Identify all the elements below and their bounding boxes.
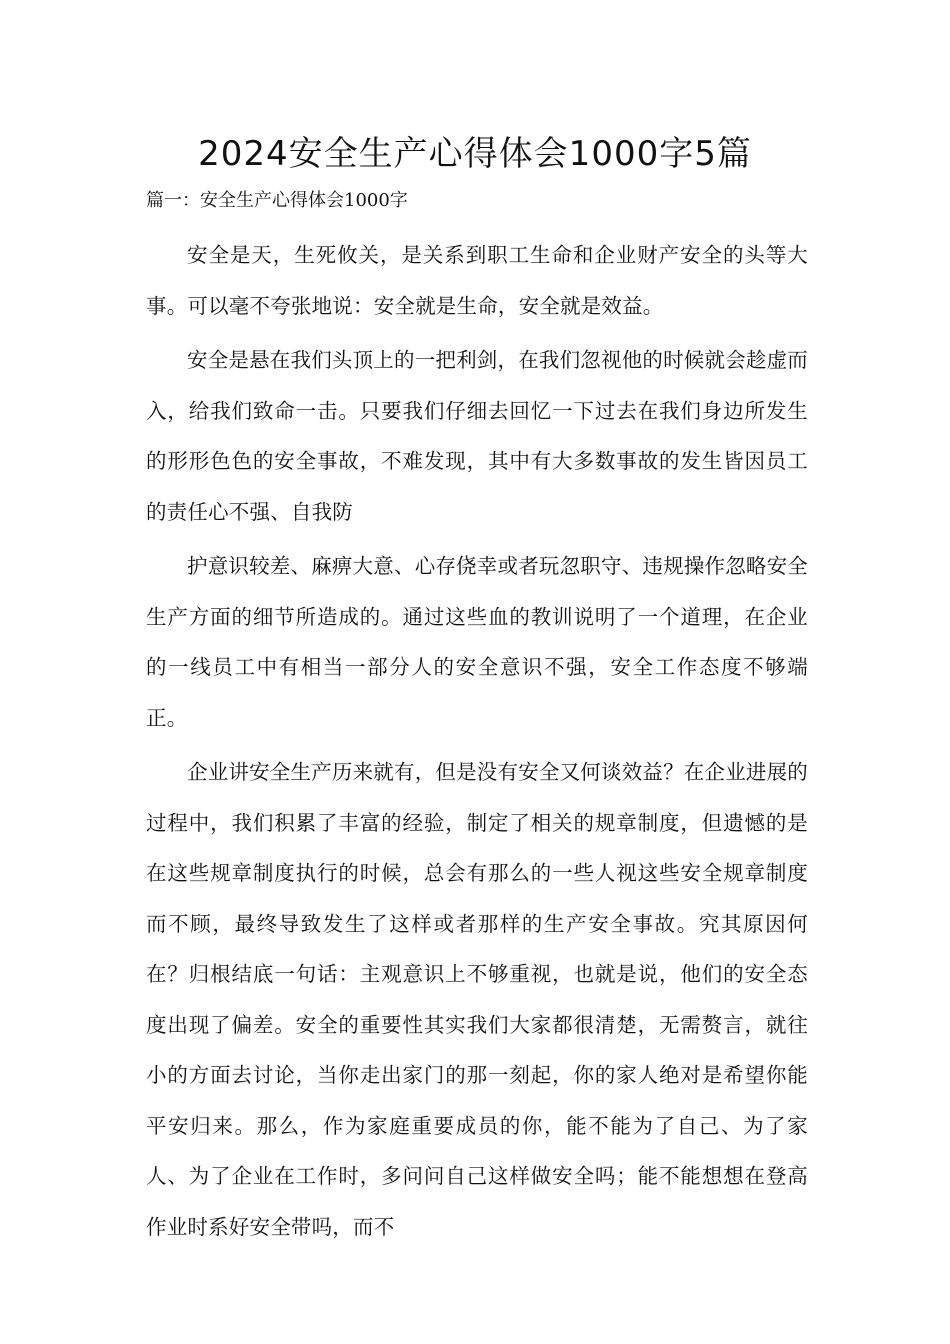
paragraph-4: 企业讲安全生产历来就有，但是没有安全又何谈效益？在企业进展的过程中，我们积累了丰富的经验，制定了相关的规章制度，但遗憾的是在这些规章制度执行的时候，总会有那么的一些人视这些安全规章制度而不顾，最终导致发生了这样或者那样的生产安全事故。究其原因何在？归根结底一句话：主观意识上不够重视，也就是说，他们的安全态度出现了偏差。安全的重要性其实我们大家都很清楚，无需赘言，就往小的方面去讨论，当你走出家门的那一刻起，你的家人绝对是希望你能平安归来。那么，作为家庭重要成员的你，能不能为了自己、为了家人、为了企业在工作时，多问问自己这样做安全吗；能不能想想在登高作业时系好安全带吗，而不 <box>146 760 808 1239</box>
paragraph-1: 安全是天，生死攸关，是关系到职工生命和企业财产安全的头等大事。可以毫不夸张地说：安全就是生命，安全就是效益。 <box>146 243 808 318</box>
paragraph-2: 安全是悬在我们头顶上的一把利剑，在我们忽视他的时候就会趁虚而入，给我们致命一击。只要我们仔细去回忆一下过去在我们身边所发生的形形色色的安全事故，不难发现，其中有大多数事故的发生皆因员工的责任心不强、自我防 <box>146 348 808 524</box>
document-body <box>146 230 808 1256</box>
document-title: 2024安全生产心得体会1000字5篇 <box>198 134 752 174</box>
paragraph-3: 护意识较差、麻痹大意、心存侥幸或者玩忽职守、违规操作忽略安全生产方面的细节所造成的。通过这些血的教训说明了一个道理，在企业的一线员工中有相当一部分人的安全意识不强，安全工作态度不够端正。 <box>146 554 808 730</box>
section-heading: 篇一：安全生产心得体会1000字 <box>146 190 408 211</box>
